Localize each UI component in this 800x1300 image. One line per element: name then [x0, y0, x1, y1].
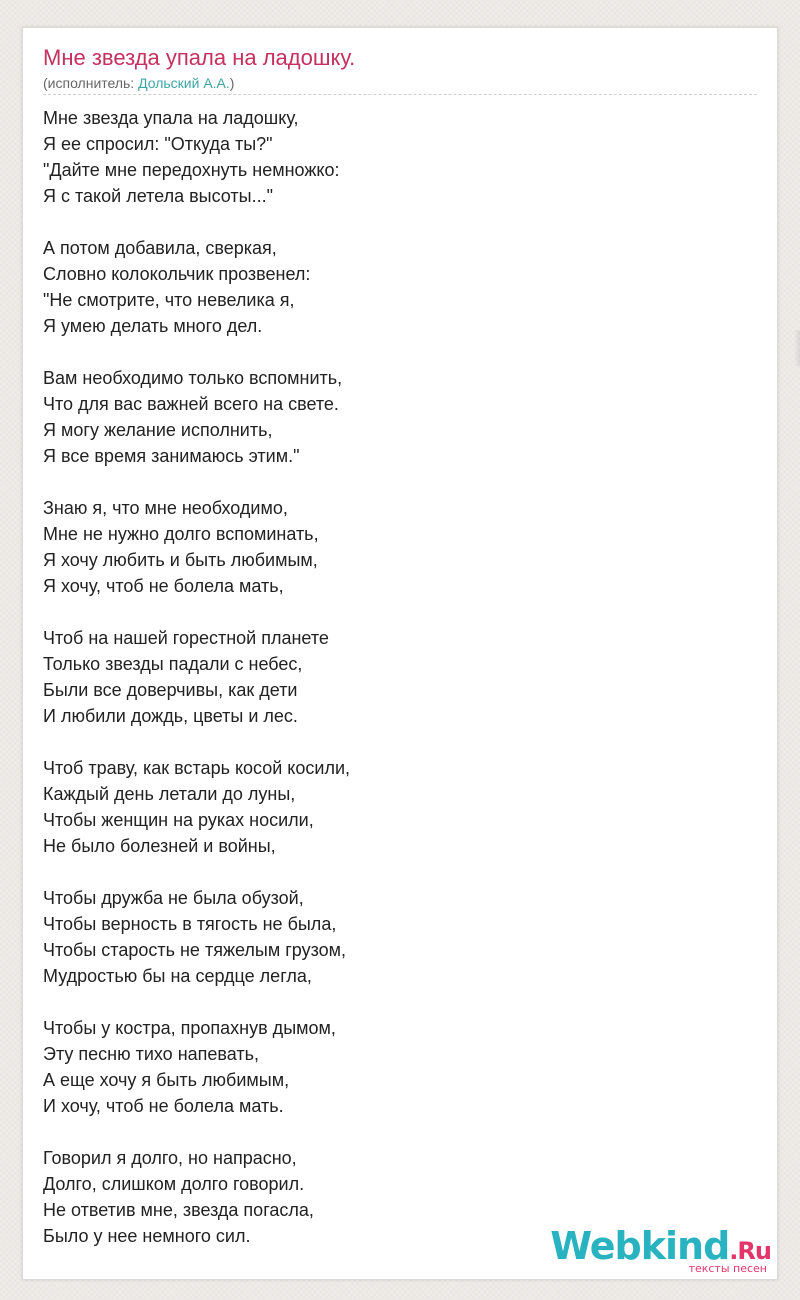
- lyric-line: Долго, слишком долго говорил.: [43, 1174, 305, 1194]
- lyric-line: Мудростью бы на сердце легла,: [43, 966, 312, 986]
- lyric-line: Я могу желание исполнить,: [43, 420, 273, 440]
- lyric-line: Чтобы верность в тягость не была,: [43, 914, 337, 934]
- stanza: [43, 105, 350, 209]
- lyric-line: Было у нее немного сил.: [43, 1226, 251, 1246]
- logo-tld: Ru: [737, 1237, 771, 1265]
- logo-dot: .: [729, 1237, 738, 1265]
- lyric-line: Что для вас важней всего на свете.: [43, 394, 339, 414]
- lyric-line: Я хочу любить и быть любимым,: [43, 550, 318, 570]
- song-title: Мне звезда упала на ладошку.: [43, 45, 356, 70]
- lyrics-card: [22, 27, 778, 1280]
- lyric-line: "Дайте мне передохнуть немножко:: [43, 160, 340, 180]
- lyric-line: Не было болезней и войны,: [43, 836, 276, 856]
- stanza: [43, 625, 350, 729]
- lyric-line: Словно колокольчик прозвенел:: [43, 264, 311, 284]
- lyric-line: Чтобы у костра, пропахнув дымом,: [43, 1018, 336, 1038]
- lyric-line: Знаю я, что мне необходимо,: [43, 498, 288, 518]
- performer-line: [43, 74, 234, 92]
- webkind-logo[interactable]: [550, 1226, 771, 1275]
- lyric-line: И хочу, чтоб не болела мать.: [43, 1096, 284, 1116]
- lyric-line: Только звезды падали с небес,: [43, 654, 303, 674]
- lyric-line: Я умею делать много дел.: [43, 316, 263, 336]
- lyric-line: Я ее спросил: "Откуда ты?": [43, 134, 273, 154]
- page-edge-shadow: [794, 330, 800, 366]
- lyric-line: Каждый день летали до луны,: [43, 784, 296, 804]
- lyrics-text: [43, 105, 350, 1275]
- lyric-line: А потом добавила, сверкая,: [43, 238, 277, 258]
- lyric-line: Чтобы дружба не была обузой,: [43, 888, 304, 908]
- stanza: [43, 365, 350, 469]
- lyric-line: Мне не нужно долго вспоминать,: [43, 524, 319, 544]
- logo-name: Webkind: [550, 1224, 730, 1268]
- stanza: [43, 1145, 350, 1249]
- lyric-line: "Не смотрите, что невелика я,: [43, 290, 295, 310]
- lyric-line: Я с такой летела высоты...": [43, 186, 273, 206]
- lyric-line: Не ответив мне, звезда погасла,: [43, 1200, 314, 1220]
- stanza: [43, 495, 350, 599]
- stanza: [43, 235, 350, 339]
- stanza: [43, 1015, 350, 1119]
- stanza: [43, 755, 350, 859]
- lyric-line: Я хочу, чтоб не болела мать,: [43, 576, 284, 596]
- lyric-line: Мне звезда упала на ладошку,: [43, 108, 299, 128]
- stanza: [43, 885, 350, 989]
- performer-suffix: ): [229, 75, 235, 91]
- lyric-line: А еще хочу я быть любимым,: [43, 1070, 290, 1090]
- lyric-line: Эту песню тихо напевать,: [43, 1044, 259, 1064]
- lyric-line: Чтоб на нашей горестной планете: [43, 628, 329, 648]
- performer-prefix: (исполнитель:: [43, 75, 139, 91]
- lyric-line: Вам необходимо только вспомнить,: [43, 368, 343, 388]
- lyric-line: Чтобы старость не тяжелым грузом,: [43, 940, 347, 960]
- lyric-line: Говорил я долго, но напрасно,: [43, 1148, 297, 1168]
- lyric-line: Я все время занимаюсь этим.": [43, 446, 300, 466]
- title-divider: [43, 94, 757, 95]
- lyric-line: Чтоб траву, как встарь косой косили,: [43, 758, 351, 778]
- logo-tagline: тексты песен: [688, 1262, 767, 1275]
- lyric-line: И любили дождь, цветы и лес.: [43, 706, 298, 726]
- lyric-line: Чтобы женщин на руках носили,: [43, 810, 314, 830]
- lyric-line: Были все доверчивы, как дети: [43, 680, 298, 700]
- performer-link[interactable]: Дольский А.А.: [138, 75, 230, 91]
